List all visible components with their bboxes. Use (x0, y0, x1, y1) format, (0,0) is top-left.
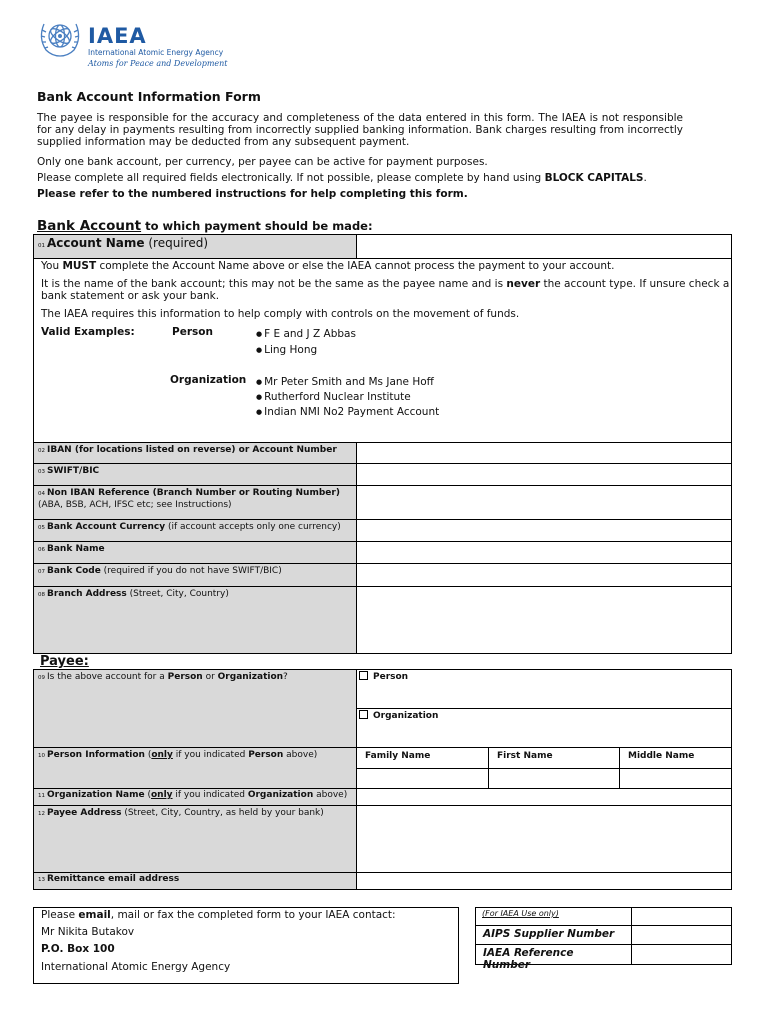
iaea-reference-label: IAEA Reference Number (475, 944, 632, 965)
valid-examples-label: Valid Examples: (41, 326, 135, 338)
iban-input[interactable] (356, 442, 732, 464)
form-title: Bank Account Information Form (37, 89, 261, 104)
logo-abbreviation: IAEA (88, 24, 147, 48)
account-name-guidance (33, 258, 732, 443)
organization-checkbox[interactable] (359, 710, 368, 719)
contact-po-box: P.O. Box 100 (41, 943, 115, 955)
person-examples-label: Person (172, 326, 213, 338)
swift-label: 03 SWIFT/BIC (33, 463, 357, 486)
iaea-logo (36, 16, 236, 72)
remittance-email-label: 13 Remittance email address (33, 872, 357, 890)
bank-account-section-heading: Bank Account to which payment should be made: (37, 218, 373, 234)
bank-name-label: 06 Bank Name (33, 541, 357, 564)
currency-input[interactable] (356, 519, 732, 542)
middle-name-header: Middle Name (619, 747, 732, 769)
org-name-label: 11 Organization Name (only if you indicated Organization above) (33, 788, 357, 806)
family-name-input[interactable] (356, 768, 489, 789)
iban-label: 02 IBAN (for locations listed on reverse) or Account Number (33, 442, 357, 464)
org-example: ● Rutherford Nuclear Institute (256, 391, 411, 403)
iaea-reference-input[interactable] (631, 944, 732, 965)
payee-section-heading: Payee: (40, 654, 89, 669)
organization-option[interactable]: Organization (356, 708, 732, 748)
contact-instruction: Please email, mail or fax the completed form to your IAEA contact: (41, 909, 396, 921)
payee-address-input[interactable] (356, 805, 732, 873)
bank-code-input[interactable] (356, 563, 732, 587)
logo-full-name: International Atomic Energy Agency (88, 48, 224, 57)
person-option[interactable]: Person (356, 669, 732, 709)
un-emblem-icon (36, 16, 84, 60)
org-example: ● Indian NMI No2 Payment Account (256, 406, 439, 418)
non-iban-input[interactable] (356, 485, 732, 520)
guide-paragraph-3: The IAEA requires this information to help comply with controls on the movement of funds. (41, 308, 520, 320)
family-name-header: Family Name (356, 747, 489, 769)
remittance-email-input[interactable] (356, 872, 732, 890)
person-example: ● F E and J Z Abbas (256, 328, 356, 340)
first-name-input[interactable] (488, 768, 620, 789)
instruction-line-1: Only one bank account, per currency, per payee can be active for payment purposes. (37, 156, 488, 168)
instruction-line-3: Please refer to the numbered instructions for help completing this form. (37, 188, 468, 200)
contact-name: Mr Nikita Butakov (41, 926, 135, 938)
logo-tagline: Atoms for Peace and Development (88, 59, 228, 68)
account-name-label: 01 Account Name (required) (33, 234, 357, 259)
contact-box (33, 907, 459, 984)
org-name-input[interactable] (356, 788, 732, 806)
currency-label: 05 Bank Account Currency (if account accepts only one currency) (33, 519, 357, 542)
intro-paragraph: The payee is responsible for the accuracy and completeness of the data entered in this form. The IAEA is not responsible for any delay in payments resulting from incorrectly supplied banking information. Bank charges resulting from incorrectly supplied information may be deducted from any subsequent payment. (37, 112, 683, 148)
iaea-use-blank (631, 907, 732, 926)
payee-address-label: 12 Payee Address (Street, City, Country, as held by your bank) (33, 805, 357, 873)
aips-supplier-input[interactable] (631, 925, 732, 945)
person-example: ● Ling Hong (256, 344, 317, 356)
org-example: ● Mr Peter Smith and Ms Jane Hoff (256, 376, 434, 388)
middle-name-input[interactable] (619, 768, 732, 789)
swift-input[interactable] (356, 463, 732, 486)
person-checkbox[interactable] (359, 671, 368, 680)
guide-paragraph-1: You MUST complete the Account Name above or else the IAEA cannot process the payment to your account. (41, 260, 615, 272)
branch-address-input[interactable] (356, 586, 732, 654)
aips-supplier-label: AIPS Supplier Number (475, 925, 632, 945)
instruction-line-2: Please complete all required fields electronically. If not possible, please complete by hand using BLOCK CAPITALS. (37, 172, 647, 184)
guide-paragraph-2: It is the name of the bank account; this may not be the same as the payee name and is never the account type. If unsure check a bank statement or ask your bank. (41, 278, 730, 302)
account-name-input[interactable] (356, 234, 732, 259)
org-examples-label: Organization (170, 374, 247, 386)
bank-name-input[interactable] (356, 541, 732, 564)
contact-organization: International Atomic Energy Agency (41, 961, 231, 973)
person-info-label: 10 Person Information (only if you indicated Person above) (33, 747, 357, 789)
account-type-label: 09 Is the above account for a Person or Organization? (33, 669, 357, 748)
iaea-use-header: (For IAEA Use only) (475, 907, 632, 926)
branch-address-label: 08 Branch Address (Street, City, Country) (33, 586, 357, 654)
first-name-header: First Name (488, 747, 620, 769)
non-iban-label: 04 Non IBAN Reference (Branch Number or Routing Number) (ABA, BSB, ACH, IFSC etc; see Instructions) (33, 485, 357, 520)
bank-code-label: 07 Bank Code (required if you do not have SWIFT/BIC) (33, 563, 357, 587)
